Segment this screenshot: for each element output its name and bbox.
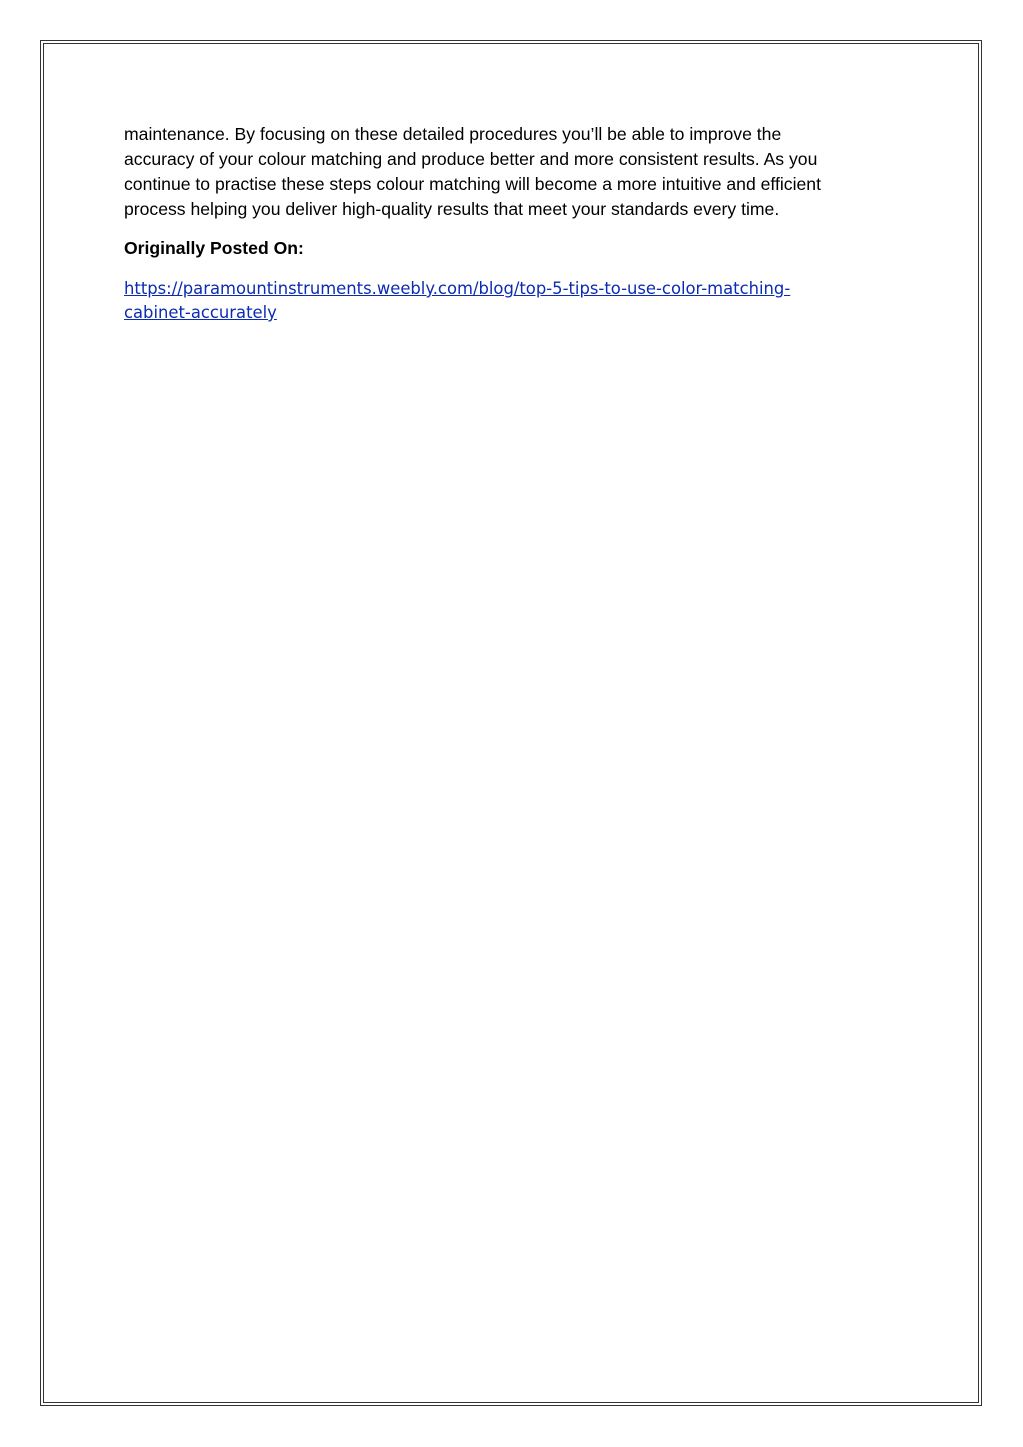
- paragraph-line: process helping you deliver high-quality results that meet your standards every time.: [124, 199, 780, 219]
- source-link-block: [124, 277, 904, 325]
- source-link-line: cabinet-accurately: [124, 303, 277, 322]
- source-link[interactable]: [124, 279, 790, 322]
- body-paragraph: [124, 122, 904, 222]
- paragraph-line: continue to practise these steps colour matching will become a more intuitive and efficient: [124, 174, 821, 194]
- paragraph-line: maintenance. By focusing on these detailed procedures you’ll be able to improve the: [124, 124, 782, 144]
- paragraph-line: accuracy of your colour matching and produce better and more consistent results. As you: [124, 149, 818, 169]
- source-link-line: https://paramountinstruments.weebly.com/blog/top-5-tips-to-use-color-matching-: [124, 279, 791, 298]
- page-content: [124, 122, 904, 325]
- originally-posted-heading: Originally Posted On:: [124, 238, 304, 258]
